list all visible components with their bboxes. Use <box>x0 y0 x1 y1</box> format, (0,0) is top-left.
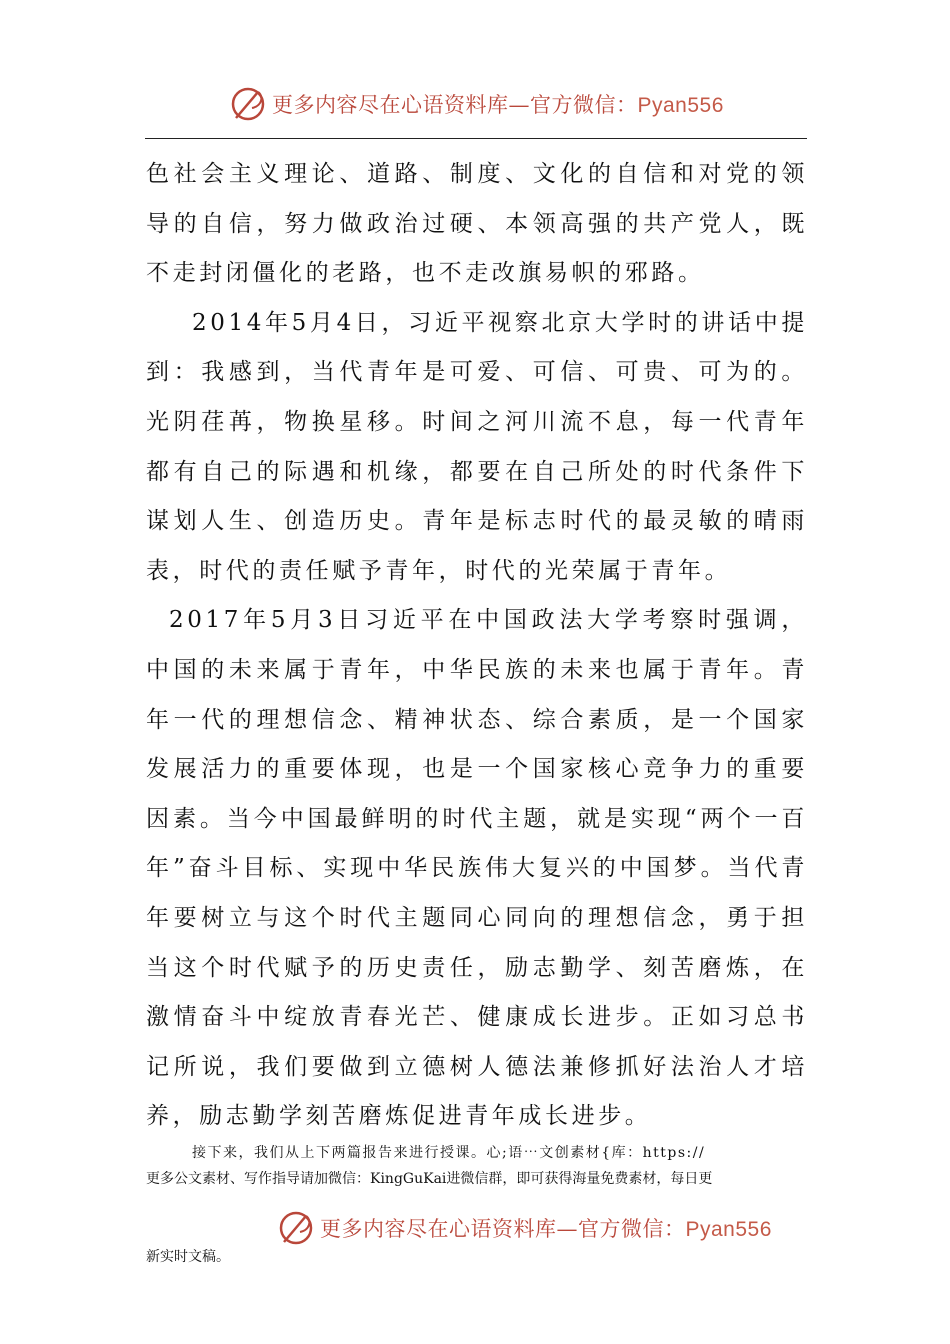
paragraph-1: 色社会主义理论、道路、制度、文化的自信和对党的领导的自信，努力做政治过硬、本领高强的共产党人，既不走封闭僵化的老路，也不走改旗易帜的邪路。 <box>146 161 808 287</box>
footer-note-line-1: 接下来，我们从上下两篇报告来进行授课。心;语⋯文创素材{库：https:// <box>192 1145 706 1161</box>
banner-account: Pyan556 <box>637 94 724 117</box>
footer-banner-account: Pyan556 <box>685 1218 772 1241</box>
banner-site-text: 更多内容尽在心语资料库—官方微信： <box>272 93 638 117</box>
footer-banner <box>276 1206 772 1250</box>
footer-tail-text: 新实时文稿。 <box>146 1249 230 1265</box>
paragraph-2: 2014年5月4日，习近平视察北京大学时的讲话中提到：我感到，当代青年是可爱、可信、可贵、可为的。光阴荏苒，物换星移。时间之河川流不息，每一代青年都有自己的际遇和机缘，都要在自己所处的时代条件下谋划人生、创造历史。青年是标志时代的最灵敏的晴雨表，时代的责任赋予青年，时代的光荣属于青年。 <box>146 309 808 584</box>
footer-banner-site-text: 更多内容尽在心语资料库—官方微信： <box>320 1217 686 1241</box>
header-banner <box>228 82 724 126</box>
header-divider <box>145 138 807 139</box>
document-body <box>146 150 808 1142</box>
quill-logo-icon <box>276 1208 316 1248</box>
quill-logo-icon <box>228 84 268 124</box>
footer-note <box>146 1140 808 1192</box>
footer-note-line-2: 更多公文素材、写作指导请加微信：KingGuKai进微信群，即可获得海量免费素材，每日更 <box>146 1171 713 1187</box>
paragraph-3: 2017年5月3日习近平在中国政法大学考察时强调，中国的未来属于青年，中华民族的未来也属于青年。青年一代的理想信念、精神状态、综合素质，是一个国家发展活力的重要体现，也是一个国家核心竞争力的重要因素。当今中国最鲜明的时代主题，就是实现“两个一百年”奋斗目标、实现中华民族伟大复兴的中国梦。当代青年要树立与这个时代主题同心同向的理想信念，勇于担当这个时代赋予的历史责任，励志勤学、刻苦磨炼，在激情奋斗中绽放青春光芒、健康成长进步。正如习总书记所说，我们要做到立德树人德法兼修抓好法治人才培养，励志勤学刻苦磨炼促进青年成长进步。 <box>146 607 808 1130</box>
